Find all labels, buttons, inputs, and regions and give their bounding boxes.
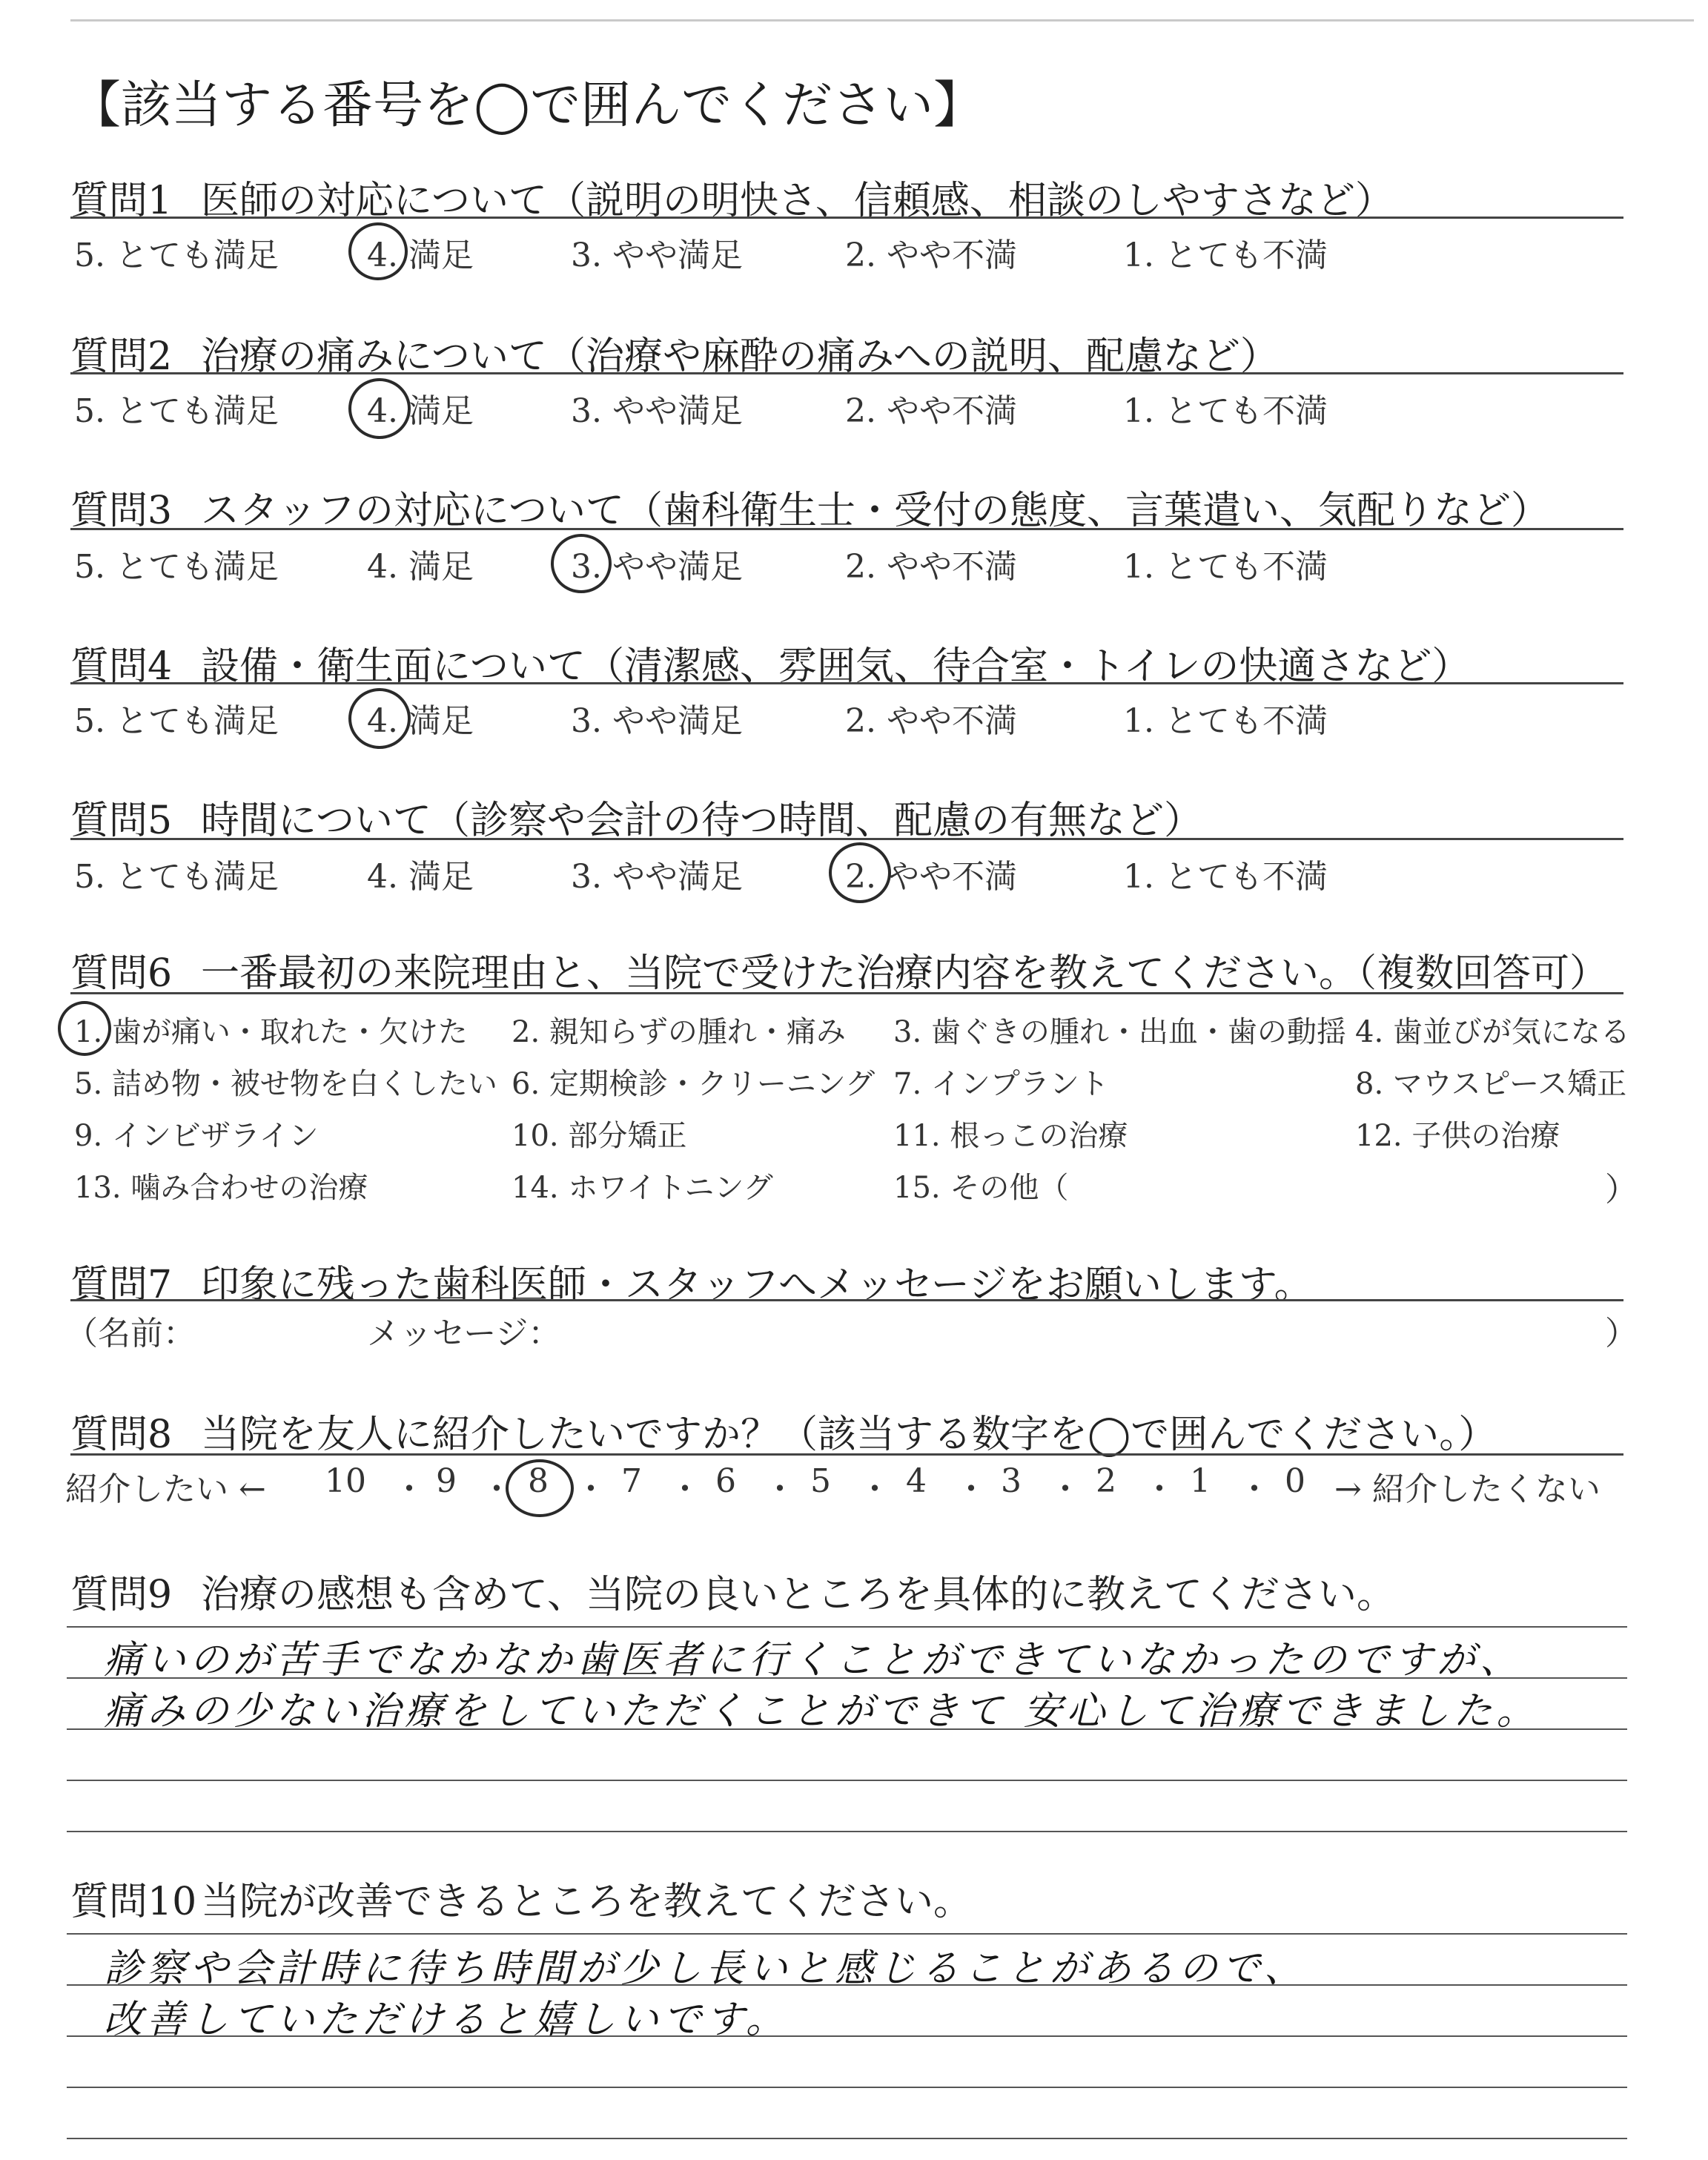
q6-selected-circle <box>58 1001 111 1056</box>
q2-selected-circle <box>348 378 411 439</box>
question-number: 質問7 <box>70 1263 173 1307</box>
q3-option-1[interactable]: 1. とても不満 <box>1123 548 1328 586</box>
question-number: 質問5 <box>70 799 173 843</box>
q8-scale-0[interactable]: 0 <box>1285 1462 1305 1500</box>
q10-answer-line <box>67 2087 1627 2088</box>
q5-option-5[interactable]: 5. とても満足 <box>74 858 279 896</box>
q4-selected-circle <box>348 688 411 749</box>
q3-selected-circle <box>551 534 612 593</box>
question-8-title <box>70 1403 1497 1459</box>
question-text: 設備・衛生面について（清潔感、雰囲気、待合室・トイレの快適さなど） <box>201 644 1471 689</box>
q6-option-4[interactable]: 4. 歯並びが気になる <box>1355 1015 1630 1049</box>
q8-scale-7[interactable]: 7 <box>621 1462 642 1500</box>
q6-option-2[interactable]: 2. 親知らずの腫れ・痛み <box>512 1015 846 1049</box>
q9-answer-line <box>67 1626 1627 1628</box>
q6-option-1[interactable]: 1. 歯が痛い・取れた・欠けた <box>74 1015 468 1049</box>
q5-selected-circle <box>829 842 891 903</box>
q8-scale-2[interactable]: 2 <box>1096 1462 1116 1500</box>
q8-separator: ・ <box>764 1470 796 1508</box>
q8-scale-6[interactable]: 6 <box>715 1462 736 1500</box>
q1-option-3[interactable]: 3. やや満足 <box>571 237 743 274</box>
question-number: 質問2 <box>70 334 173 379</box>
q6-option-9[interactable]: 9. インビザライン <box>74 1119 319 1153</box>
question-number: 質問4 <box>70 644 173 689</box>
q9-answer-text[interactable]: 痛いのが苦手でなかなか歯医者に行くことができていなかったのですが、 <box>104 1638 1523 1682</box>
question-text: 医師の対応について（説明の明快さ、信頼感、相談のしやすさなど） <box>201 179 1394 223</box>
q3-option-3[interactable]: 3. やや満足 <box>571 548 743 586</box>
q2-option-5[interactable]: 5. とても満足 <box>74 392 279 430</box>
q8-selected-circle <box>506 1459 574 1517</box>
question-1-rule <box>70 217 1623 219</box>
question-number: 質問6 <box>70 951 173 996</box>
question-number: 質問3 <box>70 489 173 533</box>
q8-scale-1[interactable]: 1 <box>1190 1462 1211 1500</box>
question-number: 質問8 <box>70 1413 173 1457</box>
q8-separator: ・ <box>1049 1470 1082 1508</box>
q5-option-2[interactable]: 2. やや不満 <box>845 858 1017 896</box>
q8-scale-5[interactable]: 5 <box>810 1462 831 1500</box>
q8-scale-10[interactable]: 10 <box>325 1462 366 1500</box>
q10-answer-text[interactable]: 診察や会計時に待ち時間が少し長いと感じることがあるので、 <box>104 1946 1307 1991</box>
question-5-title <box>70 789 1202 845</box>
q7-name-label: （名前： <box>65 1315 196 1353</box>
q8-separator: ・ <box>858 1470 891 1508</box>
question-2-rule <box>70 372 1623 374</box>
q8-separator: ・ <box>575 1470 607 1508</box>
q1-option-1[interactable]: 1. とても不満 <box>1123 237 1328 274</box>
q8-separator: ・ <box>955 1470 987 1508</box>
q8-separator: ・ <box>393 1470 426 1508</box>
q9-answer-line <box>67 1831 1627 1832</box>
q8-separator: ・ <box>669 1470 701 1508</box>
q2-option-2[interactable]: 2. やや不満 <box>845 392 1017 430</box>
q8-separator: ・ <box>480 1470 513 1508</box>
q5-option-3[interactable]: 3. やや満足 <box>571 858 743 896</box>
q5-option-4[interactable]: 4. 満足 <box>367 858 474 896</box>
q4-option-1[interactable]: 1. とても不満 <box>1123 702 1328 740</box>
question-text: 当院が改善できるところを教えてください。 <box>201 1880 973 1924</box>
q9-answer-line <box>67 1780 1627 1781</box>
q6-option-11[interactable]: 11. 根っこの治療 <box>893 1119 1128 1153</box>
question-9-title <box>70 1563 1395 1619</box>
q6-option-13[interactable]: 13. 噛み合わせの治療 <box>74 1171 368 1205</box>
q2-option-1[interactable]: 1. とても不満 <box>1123 392 1328 430</box>
question-7-rule <box>70 1299 1623 1301</box>
q10-answer-text[interactable]: 改善していただけると嬉しいです。 <box>104 1998 789 2042</box>
q8-scale-3[interactable]: 3 <box>1001 1462 1022 1500</box>
q4-option-4[interactable]: 4. 満足 <box>367 702 474 740</box>
q1-option-2[interactable]: 2. やや不満 <box>845 237 1017 274</box>
question-10-title <box>70 1870 972 1926</box>
q6-option-15[interactable]: 15. その他（ <box>893 1171 1069 1205</box>
question-3-rule <box>70 528 1623 530</box>
q4-option-2[interactable]: 2. やや不満 <box>845 702 1017 740</box>
q8-separator: ・ <box>1238 1470 1271 1508</box>
question-text: 治療の痛みについて（治療や麻酔の痛みへの説明、配慮など） <box>201 334 1279 379</box>
q6-option-3[interactable]: 3. 歯ぐきの腫れ・出血・歯の動揺 <box>893 1015 1346 1049</box>
question-text: 印象に残った歯科医師・スタッフへメッセージをお願いします。 <box>201 1263 1313 1307</box>
q8-left-label: 紹介したい ← <box>65 1470 266 1508</box>
q1-selected-circle <box>348 222 408 280</box>
q6-option-10[interactable]: 10. 部分矯正 <box>512 1119 687 1153</box>
q4-option-5[interactable]: 5. とても満足 <box>74 702 279 740</box>
page-heading: 【該当する番号を◯で囲んでください】 <box>70 76 984 135</box>
q6-other-close-paren: ） <box>1605 1171 1638 1209</box>
question-3-title <box>70 479 1549 535</box>
question-text: 当院を友人に紹介したいですか？（該当する数字を◯で囲んでください。） <box>201 1413 1497 1457</box>
question-number: 質問9 <box>70 1573 173 1617</box>
q8-scale-9[interactable]: 9 <box>436 1462 457 1500</box>
question-4-rule <box>70 682 1623 684</box>
top-border <box>70 19 1694 22</box>
question-text: スタッフの対応について（歯科衛生士・受付の態度、言葉遣い、気配りなど） <box>201 489 1549 533</box>
q6-option-14[interactable]: 14. ホワイトニング <box>512 1171 773 1205</box>
q7-close-paren: ） <box>1605 1315 1638 1353</box>
q7-message-label: メッセージ： <box>367 1315 561 1353</box>
q2-option-4[interactable]: 4. 満足 <box>367 392 474 430</box>
q6-option-5[interactable]: 5. 詰め物・被せ物を白くしたい <box>74 1067 497 1101</box>
q3-option-2[interactable]: 2. やや不満 <box>845 548 1017 586</box>
q3-option-4[interactable]: 4. 満足 <box>367 548 474 586</box>
q4-option-3[interactable]: 3. やや満足 <box>571 702 743 740</box>
q1-option-4[interactable]: 4. 満足 <box>367 237 474 274</box>
q6-option-6[interactable]: 6. 定期検診・クリーニング <box>512 1067 875 1101</box>
q10-answer-line <box>67 2138 1627 2139</box>
q1-option-5[interactable]: 5. とても満足 <box>74 237 279 274</box>
q3-option-5[interactable]: 5. とても満足 <box>74 548 279 586</box>
q8-separator: ・ <box>1143 1470 1176 1508</box>
q10-answer-line <box>67 1933 1627 1935</box>
question-text: 一番最初の来院理由と、当院で受けた治療内容を教えてください。（複数回答可） <box>201 951 1609 996</box>
q6-option-8[interactable]: 8. マウスピース矯正 <box>1355 1067 1627 1101</box>
q2-option-3[interactable]: 3. やや満足 <box>571 392 743 430</box>
question-number: 質問1 <box>70 179 173 223</box>
q6-option-12[interactable]: 12. 子供の治療 <box>1355 1119 1560 1153</box>
q8-scale-4[interactable]: 4 <box>906 1462 927 1500</box>
question-8-rule <box>70 1453 1623 1456</box>
question-5-rule <box>70 838 1623 840</box>
question-6-title <box>70 942 1608 997</box>
question-number: 質問10 <box>70 1880 197 1924</box>
question-text: 時間について（診察や会計の待つ時間、配慮の有無など） <box>201 799 1202 843</box>
q8-scale-8[interactable]: 8 <box>528 1462 549 1500</box>
q8-right-label: → 紹介したくない <box>1334 1470 1601 1508</box>
q6-option-7[interactable]: 7. インプラント <box>893 1067 1109 1101</box>
question-6-rule <box>70 992 1623 994</box>
question-text: 治療の感想も含めて、当院の良いところを具体的に教えてください。 <box>201 1573 1395 1617</box>
q5-option-1[interactable]: 1. とても不満 <box>1123 858 1328 896</box>
q9-answer-text[interactable]: 痛みの少ない治療をしていただくことができて 安心して治療できました。 <box>104 1689 1540 1734</box>
